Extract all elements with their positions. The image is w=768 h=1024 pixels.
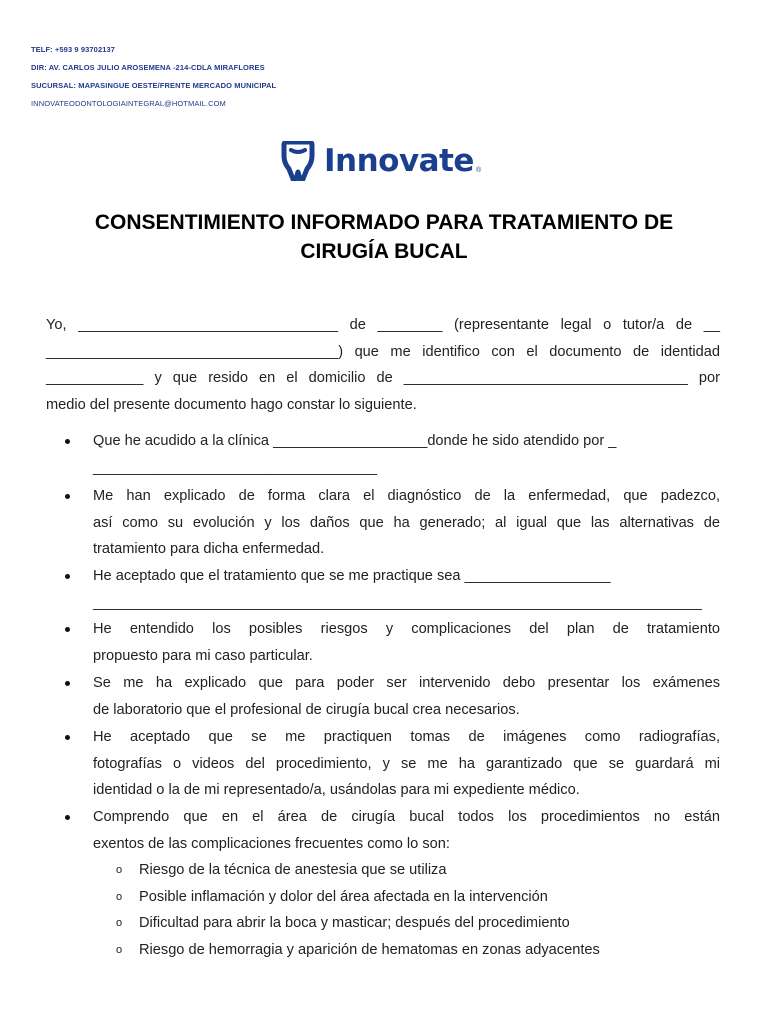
sub-bullet-marker: o — [116, 891, 123, 903]
intro-paragraph — [46, 312, 720, 418]
list-item-line: Comprendo que en el área de cirugía bucal todos los procedimientos no están — [93, 809, 720, 825]
list-item-line: de laboratorio que el profesional de cirugía bucal crea necesarios. — [93, 701, 520, 718]
sub-list-item — [116, 884, 676, 911]
document-title — [40, 208, 728, 266]
list-item-line: Me han explicado de forma clara el diagnóstico de la enfermedad, que padezco, — [93, 488, 720, 504]
bullet-dot — [65, 735, 70, 740]
list-item-line: ___________________________________ — [93, 459, 378, 476]
brand-name: Innovate — [324, 142, 474, 179]
list-item-line: exentos de las complicaciones frecuentes como lo son: — [93, 835, 450, 852]
intro-line: ____________________________________) que me identifico con el documento de identidad — [46, 343, 720, 360]
tooth-icon — [281, 141, 315, 181]
bullet-dot — [65, 494, 70, 499]
bullet-dot — [65, 815, 70, 820]
list-item-line: fotografías o videos del procedimiento, y se me ha garantizado que se guardará mi — [93, 755, 720, 772]
list-item-line: He aceptado que el tratamiento que se me practique sea __________________ — [93, 568, 611, 584]
list-item-line: He entendido los posibles riesgos y complicaciones del plan de tratamiento — [93, 621, 720, 637]
list-item-line: Se me ha explicado que para poder ser intervenido debo presentar los exámenes — [93, 675, 720, 691]
sub-bullet-marker: o — [116, 864, 123, 876]
title-line-1: CONSENTIMIENTO INFORMADO PARA TRATAMIENTO DE — [94, 211, 674, 234]
intro-line: medio del presente documento hago constar lo siguiente. — [46, 396, 417, 413]
list-item-line: identidad o la de mi representado/a, usándolas para mi expediente médico. — [93, 782, 580, 798]
list-item-line: propuesto para mi caso particular. — [93, 647, 313, 664]
branch-line: SUCURSAL: MAPASINGUE OESTE/FRENTE MERCADO MUNICIPAL — [31, 81, 277, 90]
contact-info — [31, 41, 276, 113]
sub-list-item-text: Posible inflamación y dolor del área afectada en la intervención — [139, 889, 548, 905]
email-line: INNOVATEODONTOLOGIAINTEGRAL@HOTMAIL.COM — [31, 99, 226, 108]
address-line: DIR: AV. CARLOS JULIO AROSEMENA -214-CDLA MIRAFLORES — [31, 63, 265, 72]
sub-bullet-marker: o — [116, 944, 123, 956]
sub-list-item-text: Dificultad para abrir la boca y masticar; después del procedimiento — [139, 915, 570, 931]
sub-list-item-text: Riesgo de la técnica de anestesia que se utiliza — [139, 862, 447, 878]
sub-list-item-text: Riesgo de hemorragia y aparición de hematomas en zonas adyacentes — [139, 942, 600, 958]
sub-list-item — [116, 857, 676, 884]
list-item-line: ___________________________________________________________________________ — [93, 594, 702, 611]
clinic-logo — [281, 140, 481, 182]
list-item-line: tratamiento para dicha enfermedad. — [93, 541, 325, 557]
title-line-2: CIRUGÍA BUCAL — [300, 240, 468, 263]
sub-list-item — [116, 937, 676, 964]
bullet-dot — [65, 681, 70, 686]
list-item-line: He aceptado que se me practiquen tomas de imágenes como radiografías, — [93, 729, 720, 745]
sub-bullet-marker: o — [116, 917, 123, 929]
phone-line: TELF: +593 9 93702137 — [31, 45, 116, 54]
list-item-line: así como su evolución y los daños que ha generado; al igual que las alternativas de — [93, 514, 720, 531]
bullet-dot — [65, 439, 70, 444]
intro-line: ____________ y que resido en el domicilio de ___________________________________ por — [46, 370, 720, 386]
list-item-line: Que he acudido a la clínica ___________________donde he sido atendido por _ — [93, 433, 617, 449]
registered-mark: ® — [475, 167, 482, 174]
bullet-dot — [65, 627, 70, 632]
intro-line: Yo, ________________________________ de ________ (representante legal o tutor/a de __ — [46, 317, 720, 333]
sub-list-item — [116, 910, 676, 937]
bullet-dot — [65, 574, 70, 579]
